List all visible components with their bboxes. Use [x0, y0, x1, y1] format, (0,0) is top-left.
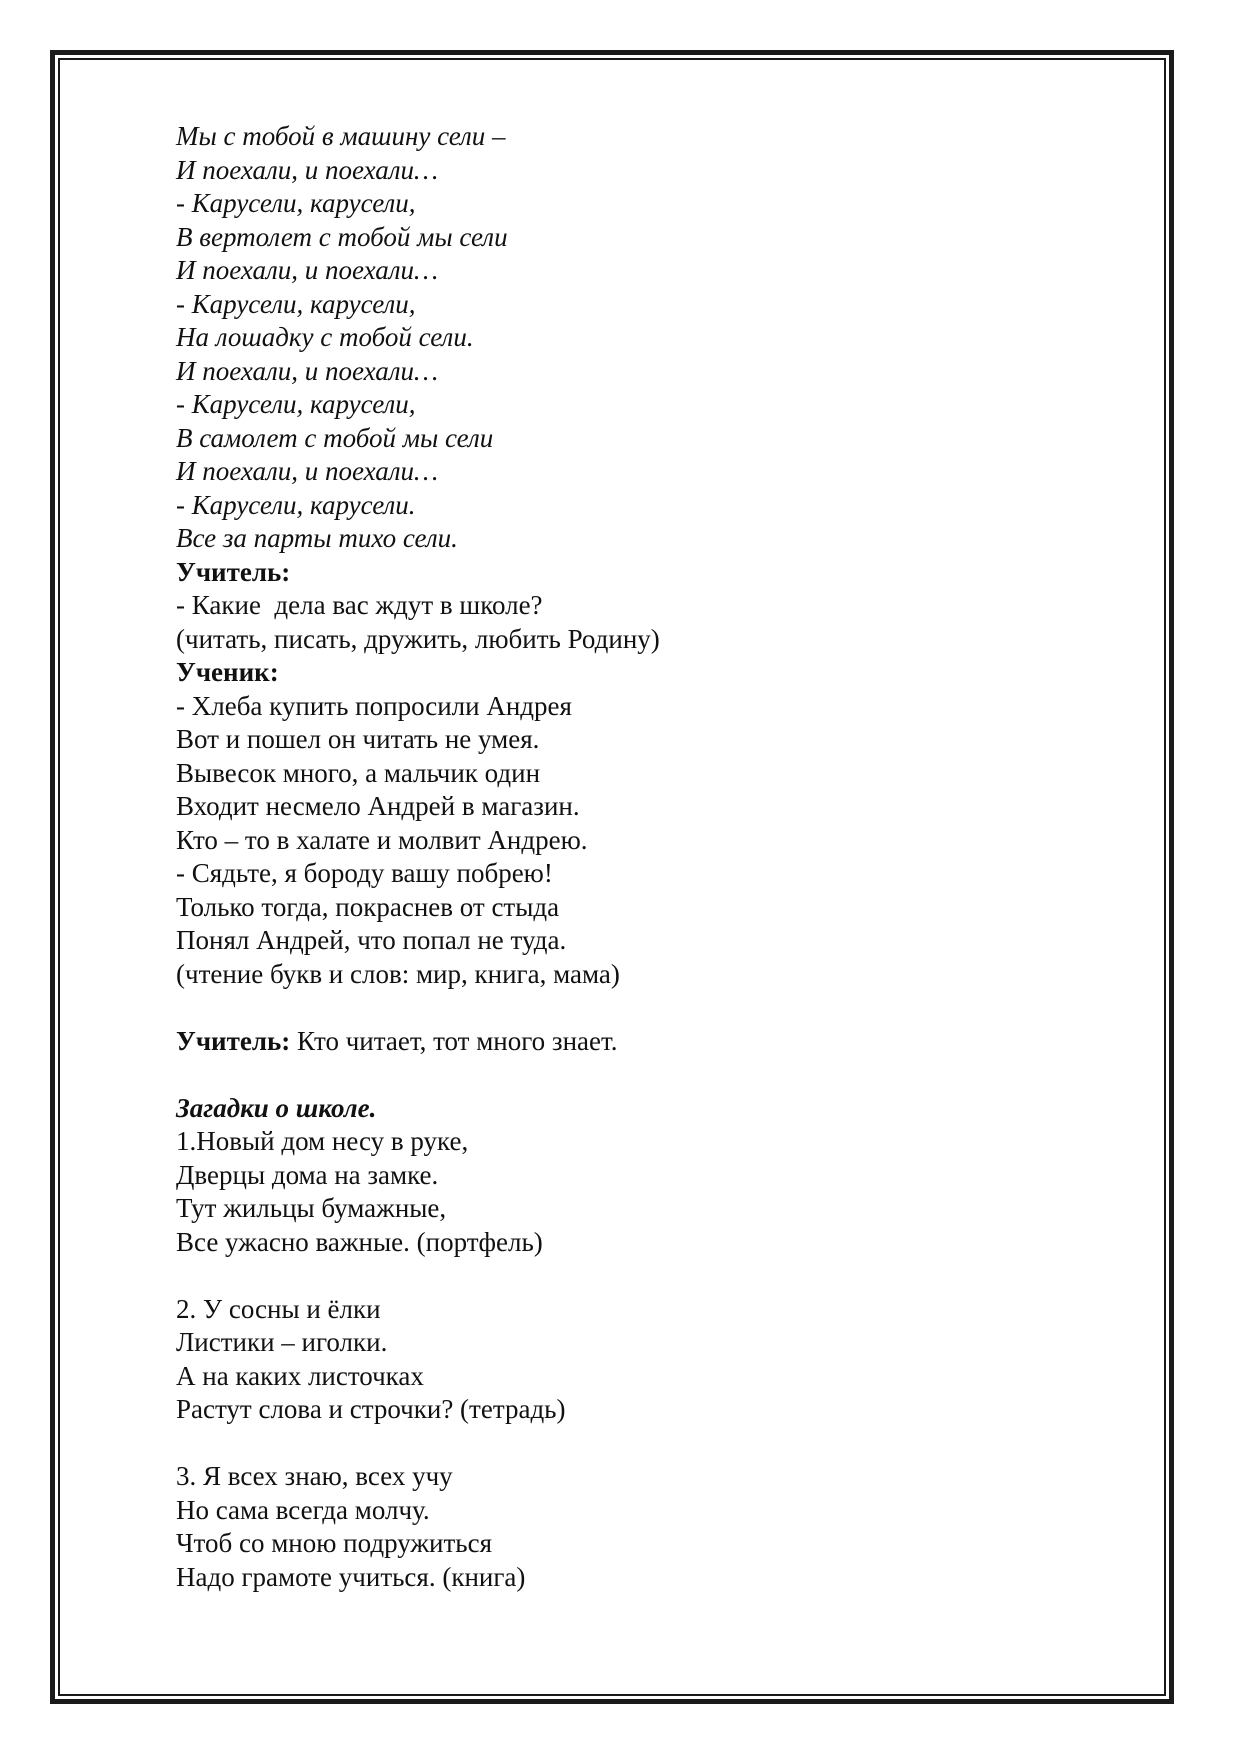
riddle-line: Растут слова и строчки? (тетрадь): [176, 1394, 566, 1424]
riddle-line: 3. Я всех знаю, всех учу: [176, 1461, 453, 1491]
spacer: [176, 991, 1076, 1025]
riddle-line: Тут жильцы бумажные,: [176, 1193, 447, 1223]
song-line: И поехали, и поехали…: [176, 255, 439, 285]
riddle-2: [176, 1293, 1076, 1427]
speaker-label: Учитель:: [176, 556, 291, 587]
riddle-line: 2. У сосны и ёлки: [176, 1293, 381, 1324]
riddle-line: А на каких листочках: [176, 1360, 424, 1391]
poem-line: - Хлеба купить попросили Андрея: [176, 690, 572, 721]
song-line: И поехали, и поехали…: [176, 154, 439, 185]
song-line: - Карусели, карусели,: [176, 288, 416, 319]
dialogue-line: - Какие дела вас ждут в школе?: [176, 590, 543, 620]
song-line: Все за парты тихо сели.: [176, 523, 458, 553]
spacer: [176, 1427, 1076, 1461]
riddle-1: [176, 1125, 1076, 1259]
song-verse: [176, 120, 1076, 556]
riddle-line: Чтоб со мною подружиться: [176, 1528, 492, 1558]
poem-line: Вот и пошел он читать не умея.: [176, 724, 540, 754]
speaker-label: Ученик:: [176, 657, 279, 687]
poem-line: Кто – то в халате и молвит Андрею.: [176, 824, 588, 855]
teacher-question: [176, 556, 1076, 657]
student-poem: [176, 656, 1076, 991]
riddle-3: [176, 1460, 1076, 1594]
song-line: - Карусели, карусели.: [176, 489, 416, 520]
riddle-line: Все ужасно важные. (портфель): [176, 1226, 543, 1257]
spacer: [176, 1259, 1076, 1293]
riddle-line: 1.Новый дом несу в руке,: [176, 1126, 469, 1156]
song-line: Мы с тобой в машину сели –: [176, 121, 506, 151]
song-line: - Карусели, карусели,: [176, 188, 416, 218]
riddle-line: Но сама всегда молчу.: [176, 1494, 430, 1525]
song-line: В вертолет с тобой мы сели: [176, 221, 508, 252]
poem-line: Входит несмело Андрей в магазин.: [176, 791, 580, 821]
poem-line: - Сядьте, я бороду вашу побрею!: [176, 858, 553, 888]
song-line: И поехали, и поехали…: [176, 456, 439, 486]
speaker-label: Учитель:: [176, 1025, 291, 1056]
document-body: [176, 120, 1076, 1594]
poem-line: Только тогда, покраснев от стыда: [176, 891, 560, 922]
poem-line: Вывесок много, а мальчик один: [176, 757, 541, 788]
spacer: [176, 1058, 1076, 1092]
song-line: В самолет с тобой мы сели: [176, 422, 494, 453]
riddle-line: Листики – иголки.: [176, 1327, 388, 1357]
riddle-line: Надо грамоте учиться. (книга): [176, 1561, 526, 1592]
poem-line: (чтение букв и слов: мир, книга, мама): [176, 958, 620, 989]
song-line: На лошадку с тобой сели.: [176, 322, 474, 352]
poem-line: Понял Андрей, что попал не туда.: [176, 925, 567, 955]
song-line: - Карусели, карусели,: [176, 389, 416, 419]
remark-text: Кто читает, тот много знает.: [290, 1025, 618, 1056]
song-line: И поехали, и поехали…: [176, 355, 439, 386]
riddles-title: Загадки о школе.: [176, 1092, 377, 1123]
riddle-line: Дверцы дома на замке.: [176, 1159, 439, 1190]
dialogue-line: (читать, писать, дружить, любить Родину): [176, 623, 660, 654]
teacher-remark: [176, 1025, 1076, 1059]
